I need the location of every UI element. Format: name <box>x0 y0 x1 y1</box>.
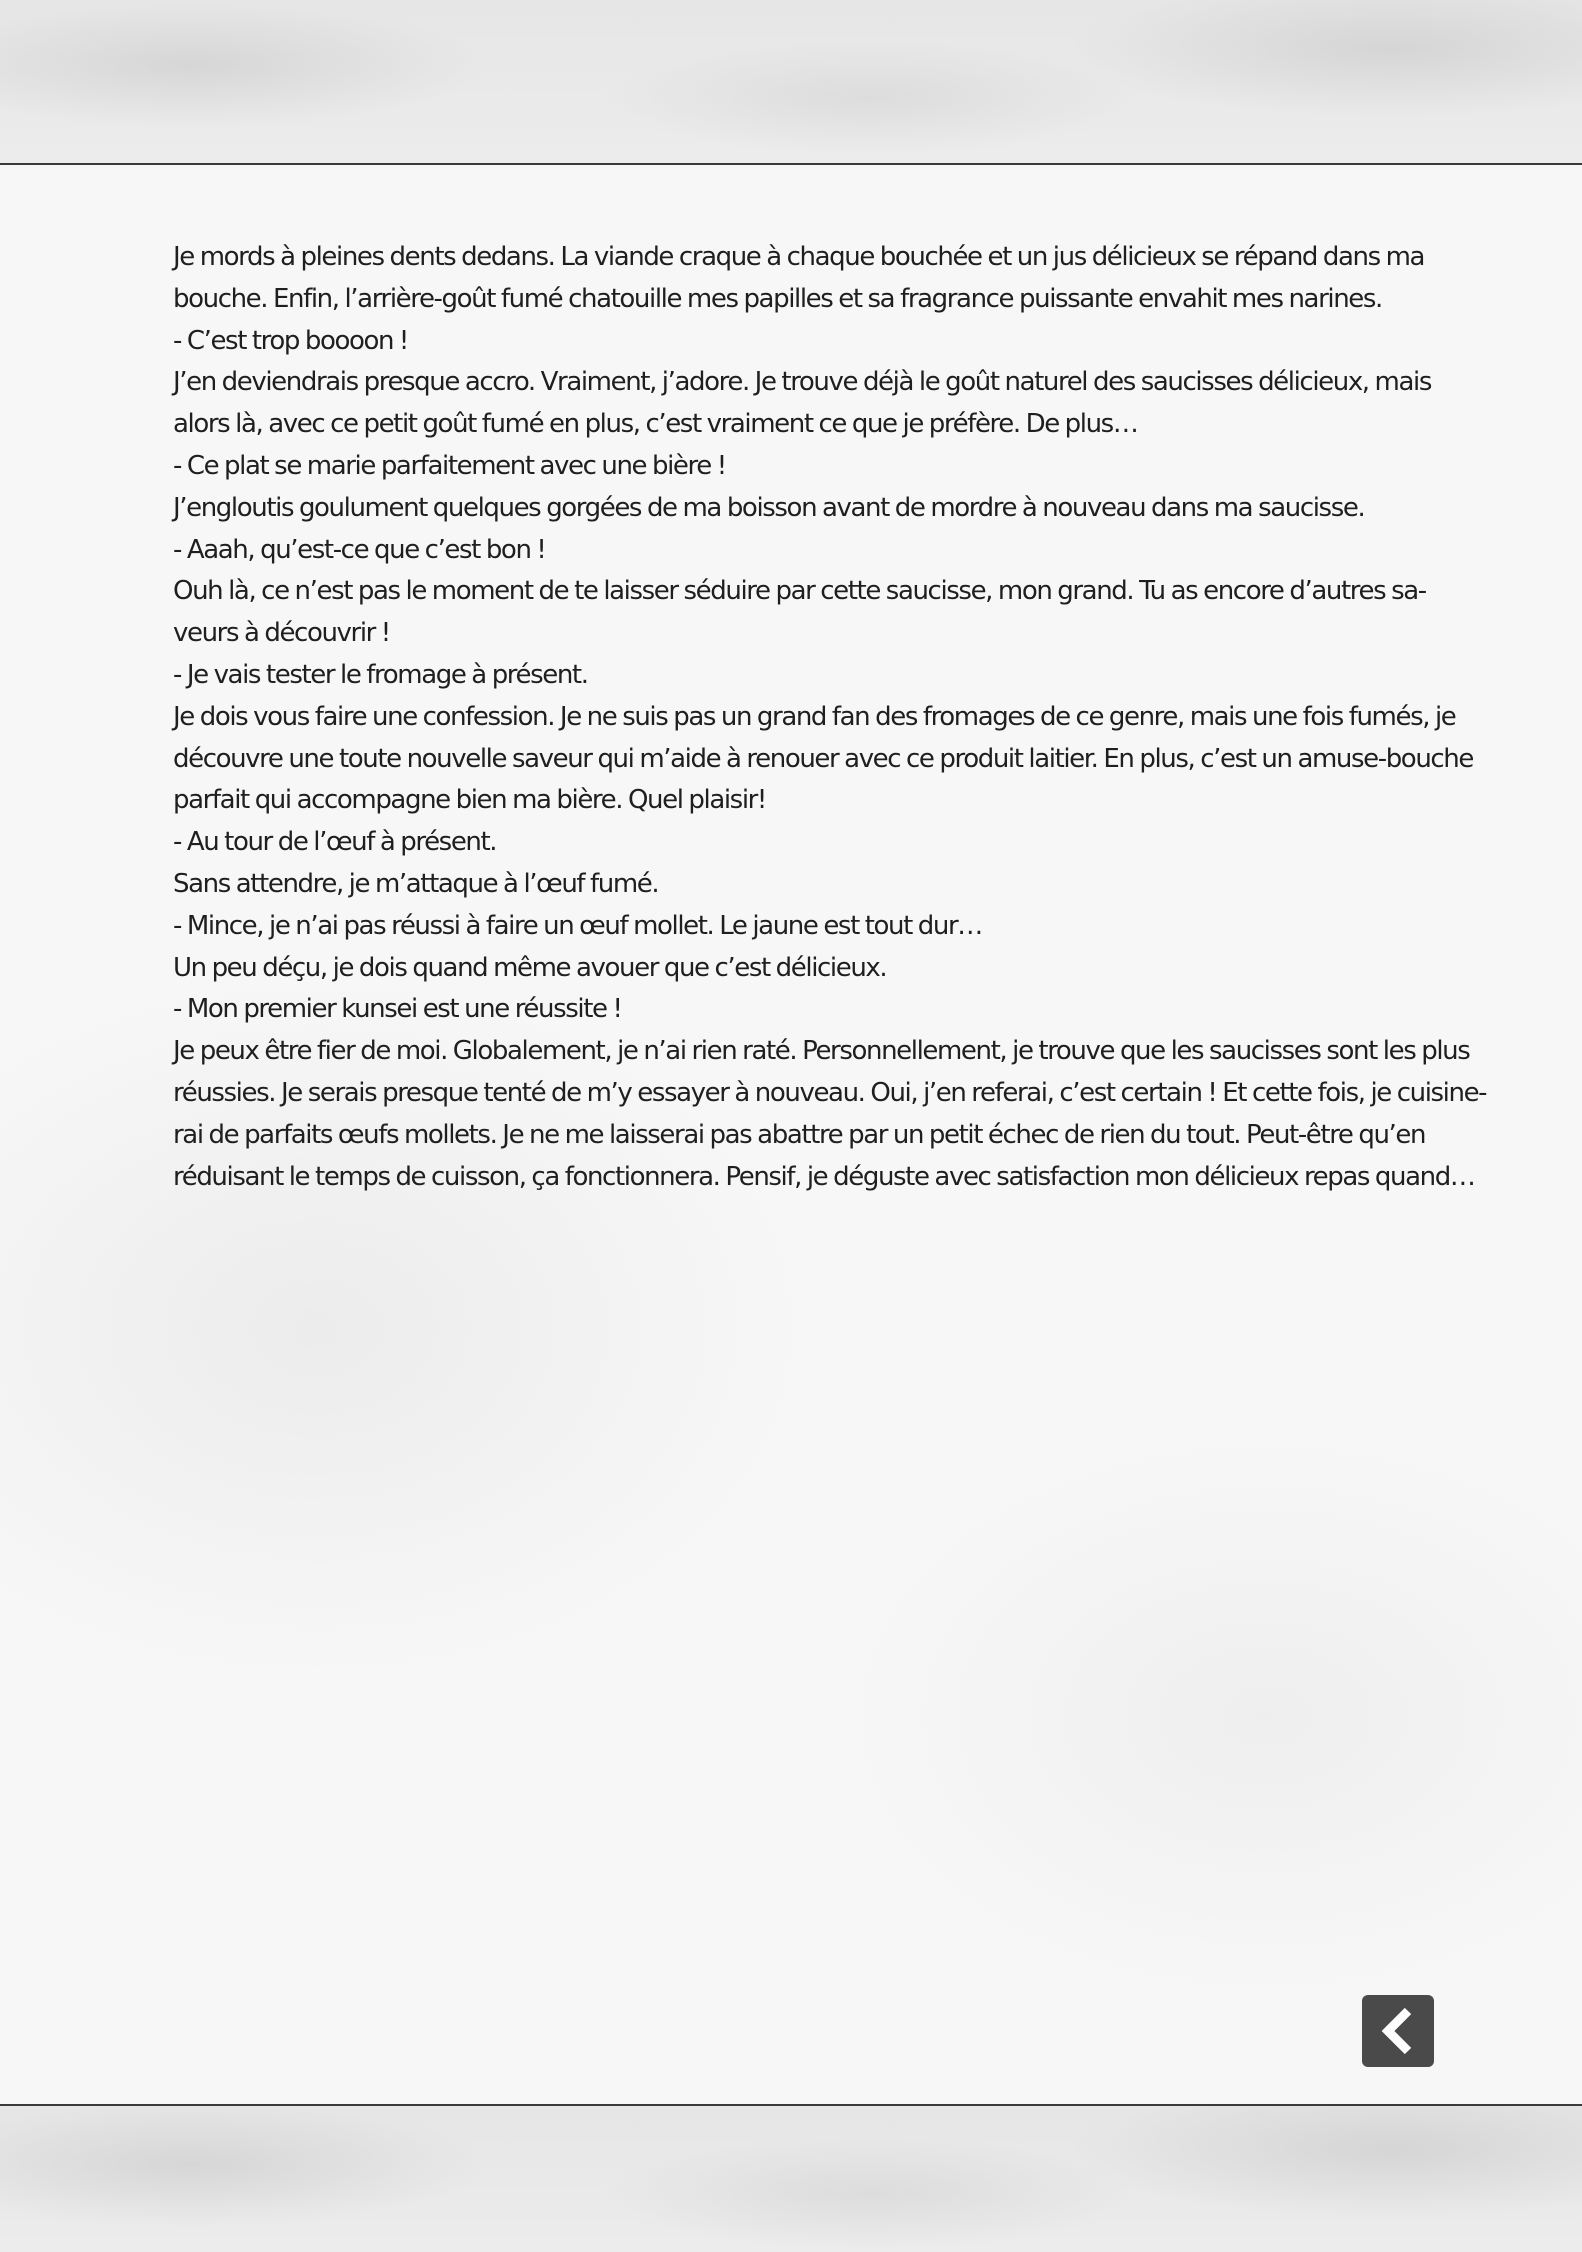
text-line: J’engloutis goulument quelques gorgées de ma boisson avant de mordre à nouveau dans ma saucisse. <box>173 492 1365 523</box>
text-line: veurs à découvrir ! <box>173 618 390 649</box>
text-line: réussies. Je serais presque tenté de m’y essayer à nouveau. Oui, j’en referai, c’est certain ! Et cette fois, je cuisine- <box>173 1077 1487 1108</box>
text-line: - Ce plat se marie parfaitement avec une bière ! <box>173 450 726 481</box>
text-line: Je dois vous faire une confession. Je ne suis pas un grand fan des fromages de ce genre, mais une fois fumés, je <box>173 701 1456 732</box>
text-line: - Mon premier kunsei est une réussite ! <box>173 994 622 1025</box>
text-line: réduisant le temps de cuisson, ça fonctionnera. Pensif, je déguste avec satisfaction mon délicieux repas quand… <box>173 1161 1475 1192</box>
text-line: - Au tour de l’œuf à présent. <box>173 827 497 858</box>
text-line: J’en deviendrais presque accro. Vraiment, j’adore. Je trouve déjà le goût naturel des saucisses délicieux, mais <box>173 367 1431 398</box>
back-button[interactable] <box>1362 1995 1434 2067</box>
text-line: Ouh là, ce n’est pas le moment de te laisser séduire par cette saucisse, mon grand. Tu as encore d’autres sa- <box>173 576 1426 607</box>
text-line: rai de parfaits œufs mollets. Je ne me laisserai pas abattre par un petit échec de rien du tout. Peut-être qu’en <box>173 1119 1426 1150</box>
text-line: - C’est trop boooon ! <box>173 325 408 356</box>
footer-band <box>0 2104 1582 2252</box>
text-line: alors là, avec ce petit goût fumé en plus, c’est vraiment ce que je préfère. De plus… <box>173 409 1138 440</box>
text-line: découvre une toute nouvelle saveur qui m’aide à renouer avec ce produit laitier. En plus, c’est un amuse-bouche <box>173 743 1473 774</box>
text-line: Sans attendre, je m’attaque à l’œuf fumé. <box>173 868 659 899</box>
text-line: Je peux être fier de moi. Globalement, je n’ai rien raté. Personnellement, je trouve que les saucisses sont les plus <box>173 1036 1470 1067</box>
text-line: - Aaah, qu’est-ce que c’est bon ! <box>173 534 546 565</box>
text-line: Un peu déçu, je dois quand même avouer que c’est délicieux. <box>173 952 887 983</box>
header-band <box>0 0 1582 165</box>
text-line: bouche. Enfin, l’arrière-goût fumé chatouille mes papilles et sa fragrance puissante envahit mes narines. <box>173 283 1382 314</box>
text-line: - Mince, je n’ai pas réussi à faire un œuf mollet. Le jaune est tout dur… <box>173 910 982 941</box>
story-text <box>173 237 1487 1198</box>
chevron-left-icon <box>1376 2005 1420 2057</box>
text-line: parfait qui accompagne bien ma bière. Quel plaisir! <box>173 785 766 816</box>
text-line: - Je vais tester le fromage à présent. <box>173 659 588 690</box>
text-line: Je mords à pleines dents dedans. La viande craque à chaque bouchée et un jus délicieux se répand dans ma <box>173 242 1425 272</box>
